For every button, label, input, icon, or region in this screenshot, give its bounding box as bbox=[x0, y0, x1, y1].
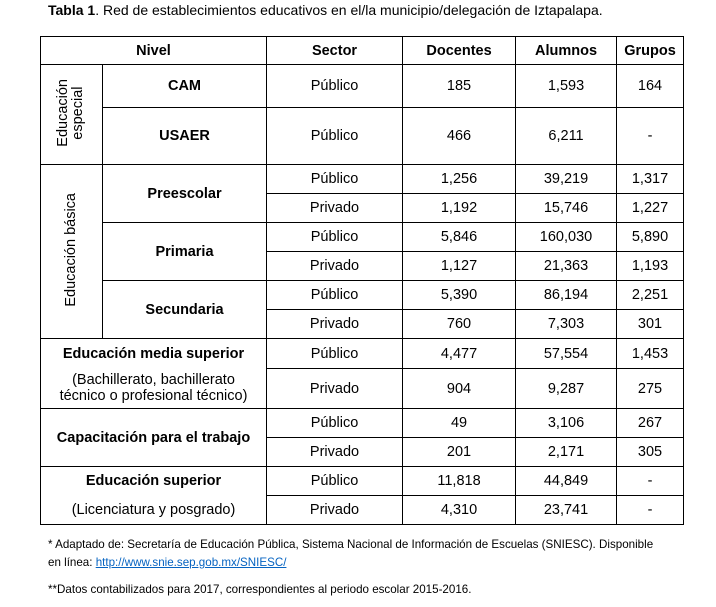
group-trabajo-title: Capacitación para el trabajo bbox=[41, 409, 267, 467]
alumnos-cell: 86,194 bbox=[516, 281, 617, 310]
education-table bbox=[40, 36, 684, 525]
footnote-source bbox=[48, 536, 653, 572]
sector-cell: Privado bbox=[267, 438, 403, 467]
docentes-cell: 4,310 bbox=[403, 496, 516, 525]
docentes-cell: 49 bbox=[403, 409, 516, 438]
footnote-source-line1: * Adaptado de: Secretaría de Educación Pública, Sistema Nacional de Información de Escuelas (SNIESC). Disponible bbox=[48, 538, 654, 551]
alumnos-cell: 6,211 bbox=[516, 108, 617, 165]
alumnos-cell: 2,171 bbox=[516, 438, 617, 467]
table-caption bbox=[48, 2, 603, 18]
docentes-cell: 5,390 bbox=[403, 281, 516, 310]
table-row bbox=[41, 223, 684, 252]
grupos-cell: 2,251 bbox=[617, 281, 684, 310]
caption-label: Tabla 1 bbox=[48, 2, 96, 18]
docentes-cell: 760 bbox=[403, 310, 516, 339]
sector-cell: Público bbox=[267, 281, 403, 310]
alumnos-cell: 39,219 bbox=[516, 165, 617, 194]
docentes-cell: 201 bbox=[403, 438, 516, 467]
header-row bbox=[41, 37, 684, 65]
sector-cell: Público bbox=[267, 467, 403, 496]
grupos-cell: 1,227 bbox=[617, 194, 684, 223]
sniesc-link[interactable]: http://www.snie.sep.gob.mx/SNIESC/ bbox=[95, 556, 287, 569]
alumnos-cell: 15,746 bbox=[516, 194, 617, 223]
table-row bbox=[41, 467, 684, 496]
group-basica-label: Educación básica bbox=[41, 165, 103, 339]
sector-cell: Público bbox=[267, 165, 403, 194]
docentes-cell: 904 bbox=[403, 369, 516, 409]
table-row bbox=[41, 369, 684, 409]
alumnos-cell: 160,030 bbox=[516, 223, 617, 252]
sector-cell: Privado bbox=[267, 310, 403, 339]
grupos-cell: 305 bbox=[617, 438, 684, 467]
sector-cell: Privado bbox=[267, 496, 403, 525]
caption-text: . Red de establecimientos educativos en el/la municipio/delegación de Iztapalapa. bbox=[95, 2, 603, 18]
alumnos-cell: 57,554 bbox=[516, 339, 617, 369]
level-preescolar: Preescolar bbox=[103, 165, 267, 223]
grupos-cell: 164 bbox=[617, 65, 684, 108]
alumnos-cell: 21,363 bbox=[516, 252, 617, 281]
alumnos-cell: 7,303 bbox=[516, 310, 617, 339]
header-sector: Sector bbox=[267, 37, 403, 65]
alumnos-cell: 44,849 bbox=[516, 467, 617, 496]
grupos-cell: 1,193 bbox=[617, 252, 684, 281]
grupos-cell: 275 bbox=[617, 369, 684, 409]
table-row bbox=[41, 281, 684, 310]
header-alumnos: Alumnos bbox=[516, 37, 617, 65]
header-docentes: Docentes bbox=[403, 37, 516, 65]
docentes-cell: 185 bbox=[403, 65, 516, 108]
group-media-title: Educación media superior bbox=[41, 339, 267, 369]
grupos-cell: 1,453 bbox=[617, 339, 684, 369]
footnote-source-line2: en línea: http://www.snie.sep.gob.mx/SNIESC/ bbox=[48, 556, 287, 569]
table-row bbox=[41, 165, 684, 194]
table-row bbox=[41, 108, 684, 165]
docentes-cell: 466 bbox=[403, 108, 516, 165]
docentes-cell: 4,477 bbox=[403, 339, 516, 369]
header-nivel: Nivel bbox=[41, 37, 267, 65]
sector-cell: Público bbox=[267, 65, 403, 108]
alumnos-cell: 23,741 bbox=[516, 496, 617, 525]
sector-cell: Público bbox=[267, 339, 403, 369]
docentes-cell: 1,192 bbox=[403, 194, 516, 223]
docentes-cell: 1,256 bbox=[403, 165, 516, 194]
group-superior-title: Educación superior bbox=[41, 467, 267, 496]
grupos-cell: - bbox=[617, 496, 684, 525]
table-row bbox=[41, 409, 684, 438]
alumnos-cell: 9,287 bbox=[516, 369, 617, 409]
sector-cell: Público bbox=[267, 108, 403, 165]
grupos-cell: 267 bbox=[617, 409, 684, 438]
alumnos-cell: 3,106 bbox=[516, 409, 617, 438]
group-media-subtitle: (Bachillerato, bachillerato técnico o profesional técnico) bbox=[41, 369, 267, 409]
grupos-cell: - bbox=[617, 467, 684, 496]
sector-cell: Privado bbox=[267, 252, 403, 281]
sector-cell: Privado bbox=[267, 369, 403, 409]
group-superior-subtitle: (Licenciatura y posgrado) bbox=[41, 496, 267, 525]
table-row bbox=[41, 339, 684, 369]
grupos-cell: 1,317 bbox=[617, 165, 684, 194]
table-row bbox=[41, 65, 684, 108]
sector-cell: Público bbox=[267, 409, 403, 438]
level-cam: CAM bbox=[103, 65, 267, 108]
sector-cell: Privado bbox=[267, 194, 403, 223]
docentes-cell: 1,127 bbox=[403, 252, 516, 281]
alumnos-cell: 1,593 bbox=[516, 65, 617, 108]
sector-cell: Público bbox=[267, 223, 403, 252]
level-secundaria: Secundaria bbox=[103, 281, 267, 339]
grupos-cell: 5,890 bbox=[617, 223, 684, 252]
level-usaer: USAER bbox=[103, 108, 267, 165]
header-grupos: Grupos bbox=[617, 37, 684, 65]
table-row bbox=[41, 496, 684, 525]
level-primaria: Primaria bbox=[103, 223, 267, 281]
docentes-cell: 5,846 bbox=[403, 223, 516, 252]
group-especial-label: Educación especial bbox=[41, 65, 103, 165]
grupos-cell: 301 bbox=[617, 310, 684, 339]
docentes-cell: 11,818 bbox=[403, 467, 516, 496]
footnote-data-note: **Datos contabilizados para 2017, correspondientes al periodo escolar 2015-2016. bbox=[48, 583, 472, 596]
grupos-cell: - bbox=[617, 108, 684, 165]
